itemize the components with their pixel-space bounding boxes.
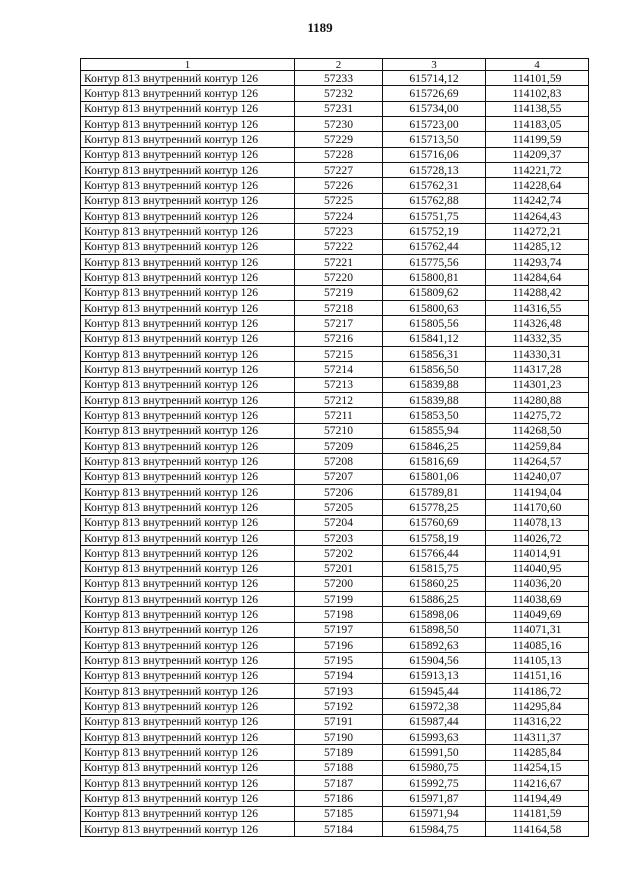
column-header-3: 3 (383, 59, 486, 71)
x-coordinate-cell: 615815,75 (383, 561, 486, 576)
x-coordinate-cell: 615856,50 (383, 362, 486, 377)
point-number-cell: 57200 (295, 576, 383, 591)
table-row (81, 791, 589, 806)
point-number-cell: 57203 (295, 530, 383, 545)
x-coordinate-cell: 615898,06 (383, 607, 486, 622)
x-coordinate-cell: 615801,06 (383, 469, 486, 484)
y-coordinate-cell: 114186,72 (486, 684, 589, 699)
table-row (81, 193, 589, 208)
point-number-cell: 57202 (295, 546, 383, 561)
y-coordinate-cell: 114332,35 (486, 331, 589, 346)
column-header-4: 4 (486, 59, 589, 71)
x-coordinate-cell: 615789,81 (383, 484, 486, 499)
y-coordinate-cell: 114240,07 (486, 469, 589, 484)
x-coordinate-cell: 615726,69 (383, 86, 486, 101)
table-row (81, 653, 589, 668)
table-row (81, 86, 589, 101)
y-coordinate-cell: 114026,72 (486, 530, 589, 545)
contour-name-cell: Контур 813 внутренний контур 126 (81, 484, 295, 499)
table-row (81, 316, 589, 331)
x-coordinate-cell: 615751,75 (383, 208, 486, 223)
x-coordinate-cell: 615972,38 (383, 699, 486, 714)
x-coordinate-cell: 615809,62 (383, 285, 486, 300)
contour-name-cell: Контур 813 внутренний контур 126 (81, 622, 295, 637)
contour-name-cell: Контур 813 внутренний контур 126 (81, 607, 295, 622)
x-coordinate-cell: 615980,75 (383, 760, 486, 775)
table-row (81, 162, 589, 177)
table-row (81, 101, 589, 116)
table-row (81, 806, 589, 821)
y-coordinate-cell: 114199,59 (486, 132, 589, 147)
table-row (81, 270, 589, 285)
x-coordinate-cell: 615778,25 (383, 500, 486, 515)
y-coordinate-cell: 114284,64 (486, 270, 589, 285)
contour-name-cell: Контур 813 внутренний контур 126 (81, 791, 295, 806)
x-coordinate-cell: 615760,69 (383, 515, 486, 530)
y-coordinate-cell: 114264,57 (486, 454, 589, 469)
y-coordinate-cell: 114288,42 (486, 285, 589, 300)
y-coordinate-cell: 114326,48 (486, 316, 589, 331)
y-coordinate-cell: 114280,88 (486, 392, 589, 407)
point-number-cell: 57225 (295, 193, 383, 208)
x-coordinate-cell: 615971,94 (383, 806, 486, 821)
contour-name-cell: Контур 813 внутренний контур 126 (81, 454, 295, 469)
contour-name-cell: Контур 813 внутренний контур 126 (81, 699, 295, 714)
y-coordinate-cell: 114301,23 (486, 377, 589, 392)
y-coordinate-cell: 114014,91 (486, 546, 589, 561)
table-row (81, 438, 589, 453)
point-number-cell: 57226 (295, 178, 383, 193)
point-number-cell: 57199 (295, 592, 383, 607)
y-coordinate-cell: 114049,69 (486, 607, 589, 622)
header-row (81, 59, 589, 71)
point-number-cell: 57191 (295, 714, 383, 729)
table-row (81, 346, 589, 361)
point-number-cell: 57210 (295, 423, 383, 438)
y-coordinate-cell: 114164,58 (486, 822, 589, 837)
point-number-cell: 57216 (295, 331, 383, 346)
x-coordinate-cell: 615762,44 (383, 239, 486, 254)
table-row (81, 224, 589, 239)
point-number-cell: 57185 (295, 806, 383, 821)
contour-name-cell: Контур 813 внутренний контур 126 (81, 362, 295, 377)
column-header-2: 2 (295, 59, 383, 71)
contour-name-cell: Контур 813 внутренний контур 126 (81, 254, 295, 269)
x-coordinate-cell: 615860,25 (383, 576, 486, 591)
point-number-cell: 57230 (295, 116, 383, 131)
y-coordinate-cell: 114151,16 (486, 668, 589, 683)
x-coordinate-cell: 615892,63 (383, 638, 486, 653)
x-coordinate-cell: 615723,00 (383, 116, 486, 131)
table-row (81, 515, 589, 530)
contour-name-cell: Контур 813 внутренний контур 126 (81, 316, 295, 331)
x-coordinate-cell: 615846,25 (383, 438, 486, 453)
point-number-cell: 57228 (295, 147, 383, 162)
contour-name-cell: Контур 813 внутренний контур 126 (81, 638, 295, 653)
y-coordinate-cell: 114317,28 (486, 362, 589, 377)
table-row (81, 208, 589, 223)
table-row (81, 469, 589, 484)
contour-name-cell: Контур 813 внутренний контур 126 (81, 684, 295, 699)
y-coordinate-cell: 114183,05 (486, 116, 589, 131)
contour-name-cell: Контур 813 внутренний контур 126 (81, 592, 295, 607)
contour-name-cell: Контур 813 внутренний контур 126 (81, 392, 295, 407)
y-coordinate-cell: 114293,74 (486, 254, 589, 269)
point-number-cell: 57184 (295, 822, 383, 837)
contour-name-cell: Контур 813 внутренний контур 126 (81, 178, 295, 193)
x-coordinate-cell: 615841,12 (383, 331, 486, 346)
y-coordinate-cell: 114105,13 (486, 653, 589, 668)
table-row (81, 684, 589, 699)
contour-name-cell: Контур 813 внутренний контур 126 (81, 147, 295, 162)
table-row (81, 776, 589, 791)
contour-name-cell: Контур 813 внутренний контур 126 (81, 208, 295, 223)
x-coordinate-cell: 615904,56 (383, 653, 486, 668)
contour-name-cell: Контур 813 внутренний контур 126 (81, 469, 295, 484)
x-coordinate-cell: 615991,50 (383, 745, 486, 760)
table-row (81, 714, 589, 729)
point-number-cell: 57195 (295, 653, 383, 668)
table-row (81, 592, 589, 607)
table-row (81, 622, 589, 637)
table-row (81, 668, 589, 683)
table-row (81, 239, 589, 254)
point-number-cell: 57214 (295, 362, 383, 377)
y-coordinate-cell: 114138,55 (486, 101, 589, 116)
point-number-cell: 57211 (295, 408, 383, 423)
point-number-cell: 57208 (295, 454, 383, 469)
table-row (81, 377, 589, 392)
point-number-cell: 57227 (295, 162, 383, 177)
contour-name-cell: Контур 813 внутренний контур 126 (81, 745, 295, 760)
page-number: 1189 (307, 20, 333, 35)
point-number-cell: 57224 (295, 208, 383, 223)
x-coordinate-cell: 615758,19 (383, 530, 486, 545)
contour-name-cell: Контур 813 внутренний контур 126 (81, 86, 295, 101)
contour-name-cell: Контур 813 внутренний контур 126 (81, 193, 295, 208)
table-body (81, 71, 589, 837)
y-coordinate-cell: 114209,37 (486, 147, 589, 162)
x-coordinate-cell: 615714,12 (383, 71, 486, 86)
point-number-cell: 57220 (295, 270, 383, 285)
y-coordinate-cell: 114316,22 (486, 714, 589, 729)
point-number-cell: 57188 (295, 760, 383, 775)
contour-name-cell: Контур 813 внутренний контур 126 (81, 561, 295, 576)
table-row (81, 546, 589, 561)
table-row (81, 254, 589, 269)
contour-name-cell: Контур 813 внутренний контур 126 (81, 71, 295, 86)
y-coordinate-cell: 114268,50 (486, 423, 589, 438)
y-coordinate-cell: 114040,95 (486, 561, 589, 576)
y-coordinate-cell: 114101,59 (486, 71, 589, 86)
y-coordinate-cell: 114295,84 (486, 699, 589, 714)
point-number-cell: 57192 (295, 699, 383, 714)
contour-name-cell: Контур 813 внутренний контур 126 (81, 806, 295, 821)
y-coordinate-cell: 114216,67 (486, 776, 589, 791)
contour-name-cell: Контур 813 внутренний контур 126 (81, 132, 295, 147)
contour-name-cell: Контур 813 внутренний контур 126 (81, 822, 295, 837)
x-coordinate-cell: 615762,88 (383, 193, 486, 208)
x-coordinate-cell: 615898,50 (383, 622, 486, 637)
table-row (81, 178, 589, 193)
table-row (81, 484, 589, 499)
contour-name-cell: Контур 813 внутренний контур 126 (81, 515, 295, 530)
contour-name-cell: Контур 813 внутренний контур 126 (81, 377, 295, 392)
contour-name-cell: Контур 813 внутренний контур 126 (81, 714, 295, 729)
point-number-cell: 57229 (295, 132, 383, 147)
x-coordinate-cell: 615816,69 (383, 454, 486, 469)
table-row (81, 638, 589, 653)
x-coordinate-cell: 615752,19 (383, 224, 486, 239)
point-number-cell: 57218 (295, 300, 383, 315)
point-number-cell: 57186 (295, 791, 383, 806)
contour-name-cell: Контур 813 внутренний контур 126 (81, 730, 295, 745)
y-coordinate-cell: 114285,12 (486, 239, 589, 254)
table-row (81, 116, 589, 131)
table-row (81, 699, 589, 714)
y-coordinate-cell: 114194,04 (486, 484, 589, 499)
x-coordinate-cell: 615800,63 (383, 300, 486, 315)
x-coordinate-cell: 615856,31 (383, 346, 486, 361)
contour-name-cell: Контур 813 внутренний контур 126 (81, 101, 295, 116)
table-row (81, 71, 589, 86)
y-coordinate-cell: 114085,16 (486, 638, 589, 653)
contour-name-cell: Контур 813 внутренний контур 126 (81, 530, 295, 545)
table-row (81, 132, 589, 147)
y-coordinate-cell: 114242,74 (486, 193, 589, 208)
y-coordinate-cell: 114170,60 (486, 500, 589, 515)
point-number-cell: 57196 (295, 638, 383, 653)
x-coordinate-cell: 615971,87 (383, 791, 486, 806)
contour-name-cell: Контур 813 внутренний контур 126 (81, 239, 295, 254)
contour-name-cell: Контур 813 внутренний контур 126 (81, 408, 295, 423)
y-coordinate-cell: 114316,55 (486, 300, 589, 315)
table-row (81, 500, 589, 515)
point-number-cell: 57201 (295, 561, 383, 576)
table-row (81, 331, 589, 346)
y-coordinate-cell: 114221,72 (486, 162, 589, 177)
point-number-cell: 57204 (295, 515, 383, 530)
x-coordinate-cell: 615886,25 (383, 592, 486, 607)
point-number-cell: 57219 (295, 285, 383, 300)
x-coordinate-cell: 615762,31 (383, 178, 486, 193)
x-coordinate-cell: 615987,44 (383, 714, 486, 729)
y-coordinate-cell: 114071,31 (486, 622, 589, 637)
contour-name-cell: Контур 813 внутренний контур 126 (81, 776, 295, 791)
x-coordinate-cell: 615775,56 (383, 254, 486, 269)
y-coordinate-cell: 114038,69 (486, 592, 589, 607)
table-row (81, 745, 589, 760)
y-coordinate-cell: 114078,13 (486, 515, 589, 530)
contour-name-cell: Контур 813 внутренний контур 126 (81, 438, 295, 453)
y-coordinate-cell: 114228,64 (486, 178, 589, 193)
point-number-cell: 57206 (295, 484, 383, 499)
table-row (81, 285, 589, 300)
contour-name-cell: Контур 813 внутренний контур 126 (81, 546, 295, 561)
table-row (81, 362, 589, 377)
contour-name-cell: Контур 813 внутренний контур 126 (81, 576, 295, 591)
y-coordinate-cell: 114181,59 (486, 806, 589, 821)
x-coordinate-cell: 615716,06 (383, 147, 486, 162)
table-row (81, 822, 589, 837)
point-number-cell: 57207 (295, 469, 383, 484)
y-coordinate-cell: 114264,43 (486, 208, 589, 223)
table-header (81, 59, 589, 71)
contour-name-cell: Контур 813 внутренний контур 126 (81, 116, 295, 131)
point-number-cell: 57193 (295, 684, 383, 699)
point-number-cell: 57198 (295, 607, 383, 622)
x-coordinate-cell: 615734,00 (383, 101, 486, 116)
contour-name-cell: Контур 813 внутренний контур 126 (81, 224, 295, 239)
point-number-cell: 57233 (295, 71, 383, 86)
y-coordinate-cell: 114311,37 (486, 730, 589, 745)
point-number-cell: 57209 (295, 438, 383, 453)
table-row (81, 423, 589, 438)
coordinates-table (80, 58, 589, 837)
y-coordinate-cell: 114254,15 (486, 760, 589, 775)
x-coordinate-cell: 615713,50 (383, 132, 486, 147)
table-row (81, 576, 589, 591)
point-number-cell: 57223 (295, 224, 383, 239)
point-number-cell: 57212 (295, 392, 383, 407)
x-coordinate-cell: 615913,13 (383, 668, 486, 683)
point-number-cell: 57215 (295, 346, 383, 361)
table-row (81, 530, 589, 545)
x-coordinate-cell: 615993,63 (383, 730, 486, 745)
x-coordinate-cell: 615839,88 (383, 377, 486, 392)
column-header-1: 1 (81, 59, 295, 71)
point-number-cell: 57205 (295, 500, 383, 515)
contour-name-cell: Контур 813 внутренний контур 126 (81, 300, 295, 315)
y-coordinate-cell: 114272,21 (486, 224, 589, 239)
y-coordinate-cell: 114194,49 (486, 791, 589, 806)
x-coordinate-cell: 615766,44 (383, 546, 486, 561)
point-number-cell: 57232 (295, 86, 383, 101)
table-row (81, 300, 589, 315)
x-coordinate-cell: 615805,56 (383, 316, 486, 331)
table-row (81, 147, 589, 162)
contour-name-cell: Контур 813 внутренний контур 126 (81, 162, 295, 177)
y-coordinate-cell: 114330,31 (486, 346, 589, 361)
point-number-cell: 57217 (295, 316, 383, 331)
table-row (81, 607, 589, 622)
x-coordinate-cell: 615728,13 (383, 162, 486, 177)
point-number-cell: 57189 (295, 745, 383, 760)
y-coordinate-cell: 114285,84 (486, 745, 589, 760)
contour-name-cell: Контур 813 внутренний контур 126 (81, 760, 295, 775)
point-number-cell: 57194 (295, 668, 383, 683)
y-coordinate-cell: 114275,72 (486, 408, 589, 423)
table-row (81, 454, 589, 469)
contour-name-cell: Контур 813 внутренний контур 126 (81, 500, 295, 515)
point-number-cell: 57222 (295, 239, 383, 254)
contour-name-cell: Контур 813 внутренний контур 126 (81, 346, 295, 361)
table-row (81, 392, 589, 407)
x-coordinate-cell: 615945,44 (383, 684, 486, 699)
y-coordinate-cell: 114259,84 (486, 438, 589, 453)
point-number-cell: 57213 (295, 377, 383, 392)
x-coordinate-cell: 615992,75 (383, 776, 486, 791)
table-row (81, 760, 589, 775)
contour-name-cell: Контур 813 внутренний контур 126 (81, 653, 295, 668)
contour-name-cell: Контур 813 внутренний контур 126 (81, 668, 295, 683)
contour-name-cell: Контур 813 внутренний контур 126 (81, 331, 295, 346)
table-row (81, 730, 589, 745)
table-row (81, 408, 589, 423)
contour-name-cell: Контур 813 внутренний контур 126 (81, 270, 295, 285)
x-coordinate-cell: 615800,81 (383, 270, 486, 285)
point-number-cell: 57187 (295, 776, 383, 791)
x-coordinate-cell: 615855,94 (383, 423, 486, 438)
contour-name-cell: Контур 813 внутренний контур 126 (81, 423, 295, 438)
point-number-cell: 57190 (295, 730, 383, 745)
point-number-cell: 57231 (295, 101, 383, 116)
table-row (81, 561, 589, 576)
contour-name-cell: Контур 813 внутренний контур 126 (81, 285, 295, 300)
y-coordinate-cell: 114102,83 (486, 86, 589, 101)
y-coordinate-cell: 114036,20 (486, 576, 589, 591)
point-number-cell: 57221 (295, 254, 383, 269)
x-coordinate-cell: 615853,50 (383, 408, 486, 423)
x-coordinate-cell: 615984,75 (383, 822, 486, 837)
point-number-cell: 57197 (295, 622, 383, 637)
x-coordinate-cell: 615839,88 (383, 392, 486, 407)
